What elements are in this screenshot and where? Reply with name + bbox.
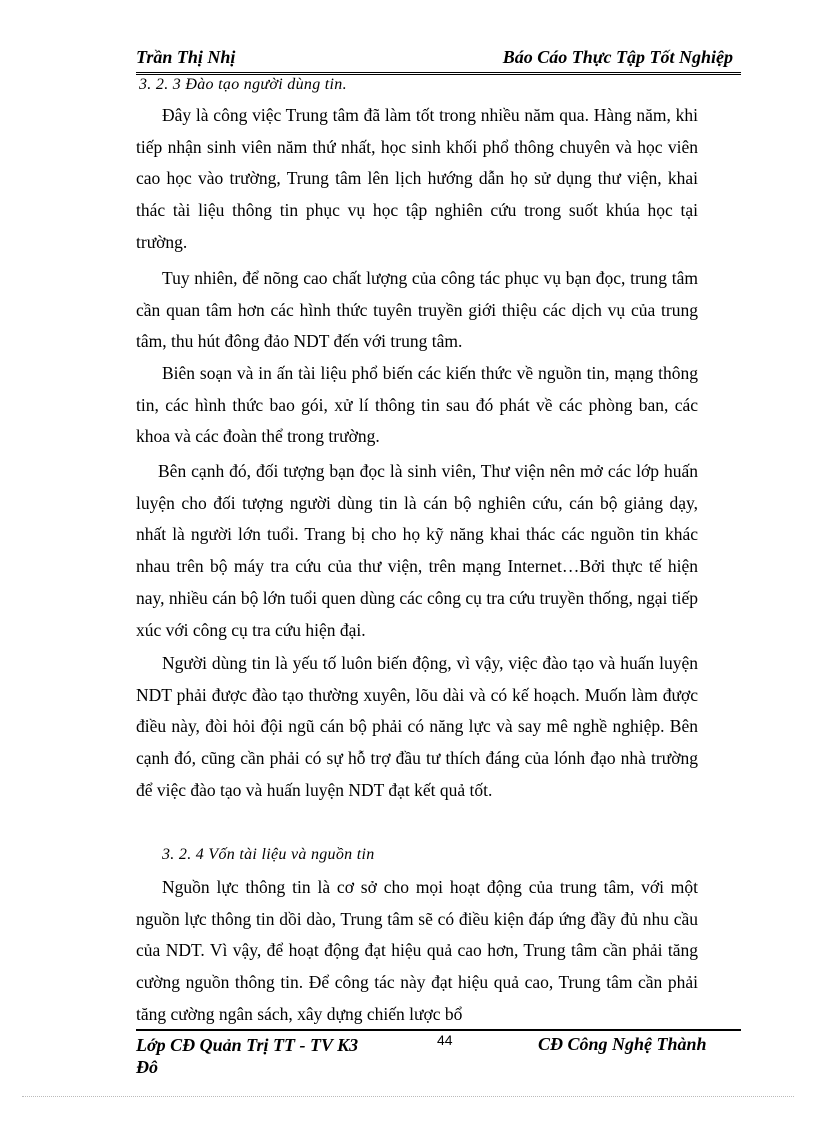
footer-school-text: CĐ Công Nghệ Thành (538, 1034, 707, 1054)
page-header (136, 47, 733, 71)
header-author: Trần Thị Nhị (136, 47, 236, 67)
paragraph-1: Đây là công việc Trung tâm đã làm tốt trong nhiều năm qua. Hàng năm, khi tiếp nhận sinh viên năm thứ nhất, học sinh khối phổ thông chuyên và học viên cao học vào trường, Trung tâm lên lịch hướng dẫn họ sử dụng thư viện, khai thác tài liệu thông tin phục vụ học tập nghiên cứu trong suốt khúa học tại trường. (136, 105, 698, 252)
paragraph-2: Tuy nhiên, để nõng cao chất lượng của công tác phục vụ bạn đọc, trung tâm cần quan tâm hơn các hình thức tuyên truyền giới thiệu các dịch vụ của trung tâm, thu hút đông đảo NDT đến với trung tâm. (136, 268, 698, 352)
footer-divider (136, 1029, 741, 1031)
section-title-3-2-3: 3. 2. 3 Đào tạo người dùng tin. (139, 76, 347, 93)
paragraph-6: Nguồn lực thông tin là cơ sở cho mọi hoạt động của trung tâm, với một nguồn lực thông tin dồi dào, Trung tâm sẽ có điều kiện đáp ứng đầy đủ nhu cầu của NDT. Vì vậy, để hoạt động đạt hiệu quả cao hơn, Trung tâm cần phải tăng cường nguồn thông tin. Để công tác này đạt hiệu quả cao, Trung tâm cần phải tăng cường ngân sách, xây dựng chiến lược bổ (136, 877, 698, 1024)
paragraph-5: Người dùng tin là yếu tố luôn biến động, vì vậy, việc đào tạo và huấn luyện NDT phải được đào tạo thường xuyên, lõu dài và có kế hoạch. Muốn làm được điều này, đòi hỏi đội ngũ cán bộ phải có năng lực và say mê nghề nghiệp. Bên cạnh đó, cũng cần phải có sự hỗ trợ đầu tư thích đáng của lónh đạo nhà trường để việc đào tạo và huấn luyện NDT đạt kết quả tốt. (136, 653, 698, 800)
page-bottom-border (22, 1096, 794, 1097)
page-number: 44 (437, 1032, 453, 1048)
paragraph-3: Biên soạn và in ấn tài liệu phổ biến các kiến thức về nguồn tin, mạng thông tin, các hình thức bao gói, xử lí thông tin sau đó phát về các phòng ban, các khoa và các đoàn thể trong trường. (136, 363, 698, 447)
footer-class-name: Lớp CĐ Quản Trị TT - TV K3 Đô (136, 1035, 359, 1077)
paragraph-4: Bên cạnh đó, đối tượng bạn đọc là sinh viên, Thư viện nên mở các lớp huấn luyện cho đối tượng người dùng tin là cán bộ nghiên cứu, cán bộ giảng dạy, nhất là người lớn tuổi. Trang bị cho họ kỹ năng khai thác các nguồn tin khác nhau trên bộ máy tra cứu của thư viện, trên mạng Internet…Bởi thực tế hiện nay, nhiều cán bộ lớn tuổi quen dùng các công cụ tra cứu truyền thống, ngại tiếp xúc với công cụ tra cứu hiện đại. (136, 461, 698, 640)
footer-school (538, 1034, 707, 1055)
footer-school-overflow: Đô (136, 1057, 158, 1077)
header-divider (136, 72, 741, 75)
header-report-title: Báo Cáo Thực Tập Tốt Nghiệp (502, 47, 733, 67)
section-title-3-2-4: 3. 2. 4 Vốn tài liệu và nguồn tin (162, 846, 375, 863)
